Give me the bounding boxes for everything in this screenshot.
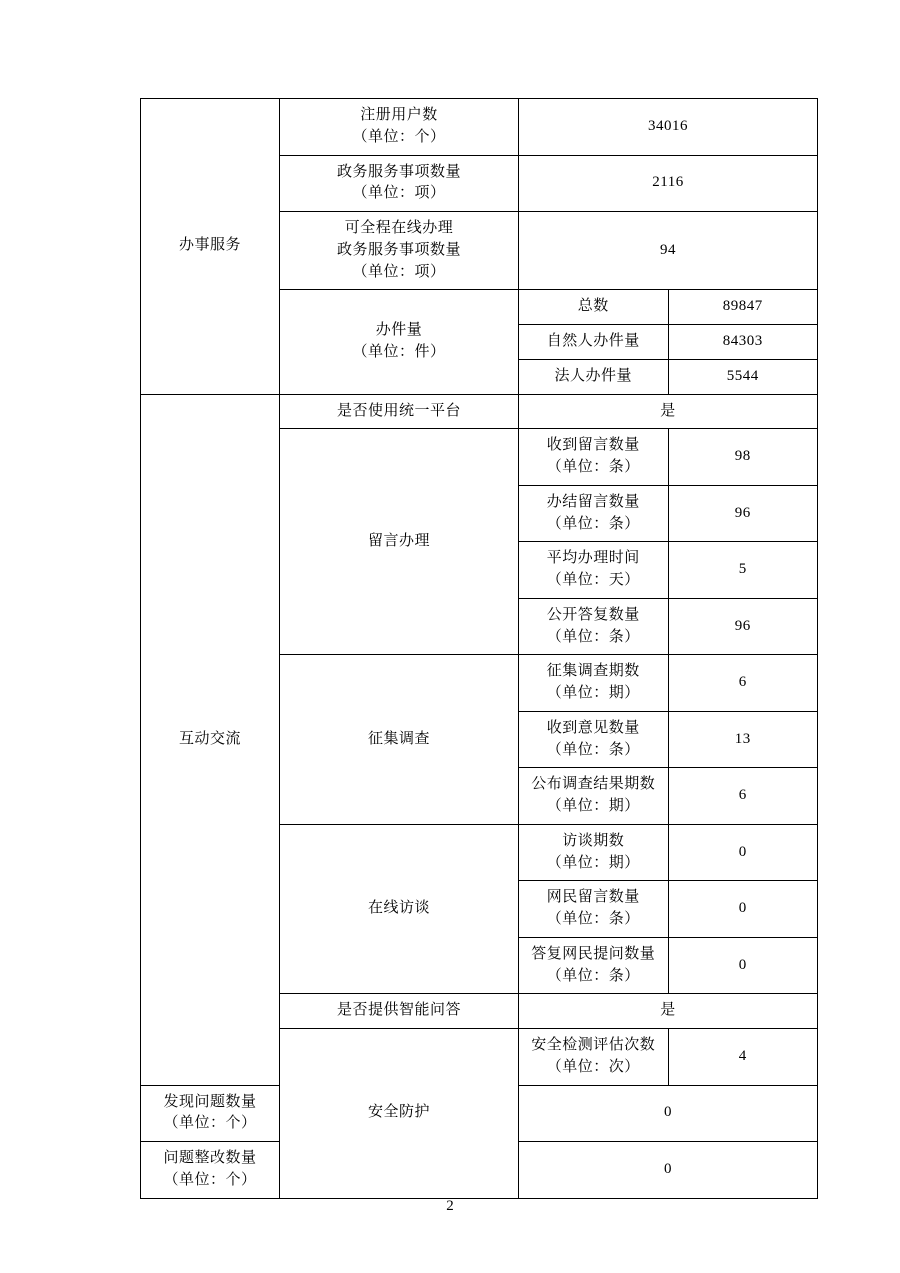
sub-handled-natural-label: 自然人办件量 (519, 325, 669, 360)
sub-messages-closed-value: 96 (668, 485, 818, 542)
sub-results-published-label: 公布调查结果期数 （单位：期） (519, 768, 669, 825)
sub-opinions-received-value: 13 (668, 711, 818, 768)
item-unified-platform: 是否使用统一平台 (280, 394, 519, 429)
item-registered-users: 注册用户数 （单位：个） (280, 99, 519, 156)
item-security-checks: 安全检测评估次数 （单位：次） (519, 1029, 669, 1086)
sub-messages-received-label: 收到留言数量 （单位：条） (519, 429, 669, 486)
page-number: 2 (446, 1198, 454, 1214)
value-issues-found: 0 (519, 1085, 818, 1142)
item-smart-qa: 是否提供智能问答 (280, 994, 519, 1029)
value-registered-users: 34016 (519, 99, 818, 156)
value-security-checks: 4 (668, 1029, 818, 1086)
sub-public-replies-value: 96 (668, 598, 818, 655)
item-online-affairs: 可全程在线办理 政务服务事项数量 （单位：项） (280, 212, 519, 290)
category-interaction: 互动交流 (141, 394, 280, 1085)
table-row (141, 394, 818, 429)
item-handled-volume: 办件量 （单位：件） (280, 290, 519, 394)
category-service: 办事服务 (141, 99, 280, 395)
item-message-handling: 留言办理 (280, 429, 519, 655)
sub-results-published-value: 6 (668, 768, 818, 825)
sub-survey-periods-label: 征集调查期数 （单位：期） (519, 655, 669, 712)
sub-average-time-label: 平均办理时间 （单位：天） (519, 542, 669, 599)
sub-messages-closed-label: 办结留言数量 （单位：条） (519, 485, 669, 542)
sub-handled-legal-value: 5544 (668, 359, 818, 394)
government-website-statistics-table (140, 98, 818, 1199)
item-survey: 征集调查 (280, 655, 519, 825)
sub-interview-periods-label: 访谈期数 （单位：期） (519, 824, 669, 881)
sub-interview-periods-value: 0 (668, 824, 818, 881)
value-affairs-count: 2116 (519, 155, 818, 212)
table-row (141, 99, 818, 156)
item-issues-found: 发现问题数量 （单位：个） (141, 1085, 280, 1142)
sub-handled-natural-value: 84303 (668, 325, 818, 360)
sub-netizen-messages-label: 网民留言数量 （单位：条） (519, 881, 669, 938)
sub-average-time-value: 5 (668, 542, 818, 599)
sub-handled-legal-label: 法人办件量 (519, 359, 669, 394)
item-issues-fixed: 问题整改数量 （单位：个） (141, 1142, 280, 1199)
sub-survey-periods-value: 6 (668, 655, 818, 712)
sub-messages-received-value: 98 (668, 429, 818, 486)
value-online-affairs: 94 (519, 212, 818, 290)
sub-public-replies-label: 公开答复数量 （单位：条） (519, 598, 669, 655)
sub-netizen-messages-value: 0 (668, 881, 818, 938)
sub-netizen-replies-value: 0 (668, 937, 818, 994)
item-online-interview: 在线访谈 (280, 824, 519, 994)
sub-handled-total-value: 89847 (668, 290, 818, 325)
value-smart-qa: 是 (519, 994, 818, 1029)
category-security: 安全防护 (280, 1029, 519, 1199)
sub-handled-total-label: 总数 (519, 290, 669, 325)
value-unified-platform: 是 (519, 394, 818, 429)
sub-opinions-received-label: 收到意见数量 （单位：条） (519, 711, 669, 768)
item-affairs-count: 政务服务事项数量 （单位：项） (280, 155, 519, 212)
sub-netizen-replies-label: 答复网民提问数量 （单位：条） (519, 937, 669, 994)
value-issues-fixed: 0 (519, 1142, 818, 1199)
